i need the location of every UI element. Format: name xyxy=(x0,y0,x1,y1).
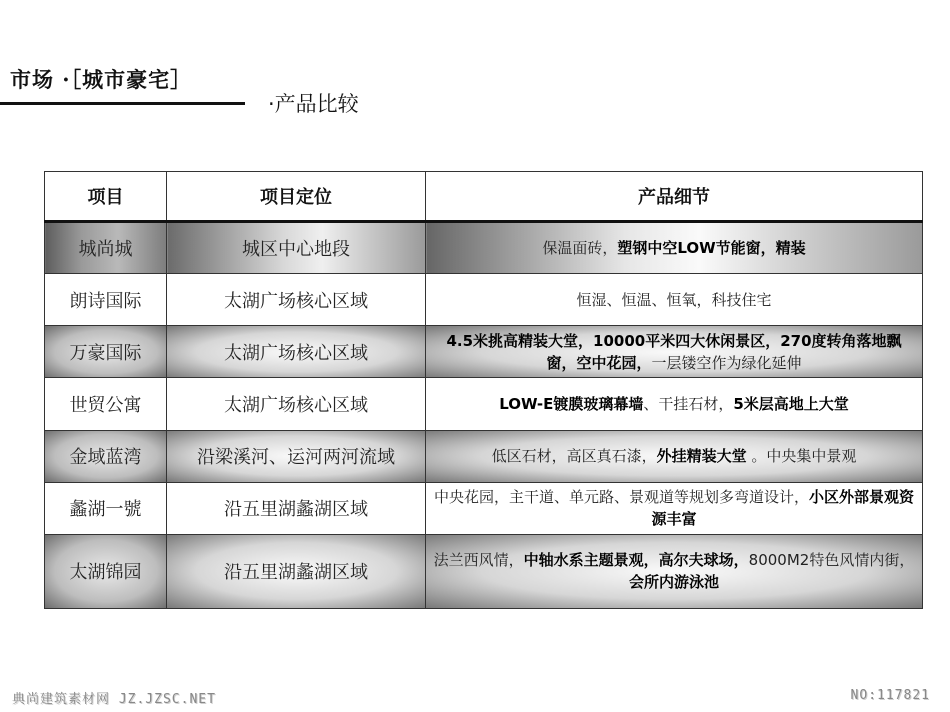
detail-text-segment: 。中央集中景观 xyxy=(746,447,857,466)
table-row xyxy=(45,274,923,326)
table-row xyxy=(45,430,923,482)
project-positioning-cell: 沿五里湖蠡湖区域 xyxy=(167,482,426,534)
table-header-row xyxy=(45,172,923,222)
detail-text-segment: 低区石材，高区真石漆， xyxy=(491,447,657,466)
project-positioning-cell: 太湖广场核心区域 xyxy=(167,326,426,378)
table-row xyxy=(45,378,923,430)
detail-text-segment: 、干挂石材， xyxy=(643,394,734,413)
product-detail-cell xyxy=(426,222,923,274)
page-subtitle: ·产品比较 xyxy=(268,92,359,116)
product-detail-cell xyxy=(426,326,923,378)
detail-text-segment: 中轴水系主题景观，高尔夫球场， xyxy=(523,551,749,570)
detail-text-segment: 塑钢中空LOW节能窗，精装 xyxy=(617,239,806,258)
detail-text-segment: LOW-E镀膜玻璃幕墙 xyxy=(499,394,644,413)
detail-text-segment: 一层镂空作为绿化延伸 xyxy=(651,353,802,372)
watermark-number: NO:117821 xyxy=(850,688,930,703)
table-row xyxy=(45,222,923,274)
project-positioning-cell: 城区中心地段 xyxy=(167,222,426,274)
project-name-cell: 金域蓝湾 xyxy=(45,430,167,482)
title-underline xyxy=(0,102,245,105)
product-detail-cell xyxy=(426,430,923,482)
table-row xyxy=(45,482,923,534)
table-row xyxy=(45,534,923,608)
detail-text-segment: 小区外部景观资源丰富 xyxy=(651,488,915,529)
detail-text-segment: 恒湿、恒温、恒氧，科技住宅 xyxy=(576,290,772,309)
product-detail-cell xyxy=(426,482,923,534)
project-positioning-cell: 沿五里湖蠡湖区域 xyxy=(167,534,426,608)
project-positioning-cell: 沿梁溪河、运河两河流域 xyxy=(167,430,426,482)
project-name-cell: 太湖锦园 xyxy=(45,534,167,608)
detail-text-segment: 4.5米挑高精装大堂，10000平米四大休闲景区，270度转角落地飘窗，空中花园， xyxy=(446,331,902,372)
column-header-project: 项目 xyxy=(45,172,167,222)
watermark-source: 典尚建筑素材网 JZ.JZSC.NET xyxy=(12,692,216,707)
product-comparison-table xyxy=(44,171,923,609)
project-name-cell: 万豪国际 xyxy=(45,326,167,378)
table-row xyxy=(45,326,923,378)
detail-text-segment: 法兰西风情， xyxy=(433,551,524,570)
product-detail-cell xyxy=(426,534,923,608)
detail-text-segment: 会所内游泳池 xyxy=(628,573,719,592)
project-positioning-cell: 太湖广场核心区域 xyxy=(167,378,426,430)
column-header-positioning: 项目定位 xyxy=(167,172,426,222)
project-name-cell: 朗诗国际 xyxy=(45,274,167,326)
detail-text-segment: 8000M2特色风情内街， xyxy=(748,551,915,570)
detail-text-segment: 中央花园，主干道、单元路、景观道等规划多弯道设计， xyxy=(433,488,809,507)
detail-text-segment: 保温面砖， xyxy=(542,239,618,258)
project-name-cell: 世贸公寓 xyxy=(45,378,167,430)
project-positioning-cell: 太湖广场核心区域 xyxy=(167,274,426,326)
page-title: 市场 ·［城市豪宅］ xyxy=(10,67,193,92)
project-name-cell: 蠡湖一號 xyxy=(45,482,167,534)
column-header-details: 产品细节 xyxy=(426,172,923,222)
detail-text-segment: 外挂精装大堂 xyxy=(656,447,747,466)
product-detail-cell xyxy=(426,274,923,326)
detail-text-segment: 5米层高地上大堂 xyxy=(733,394,849,413)
project-name-cell: 城尚城 xyxy=(45,222,167,274)
product-detail-cell xyxy=(426,378,923,430)
